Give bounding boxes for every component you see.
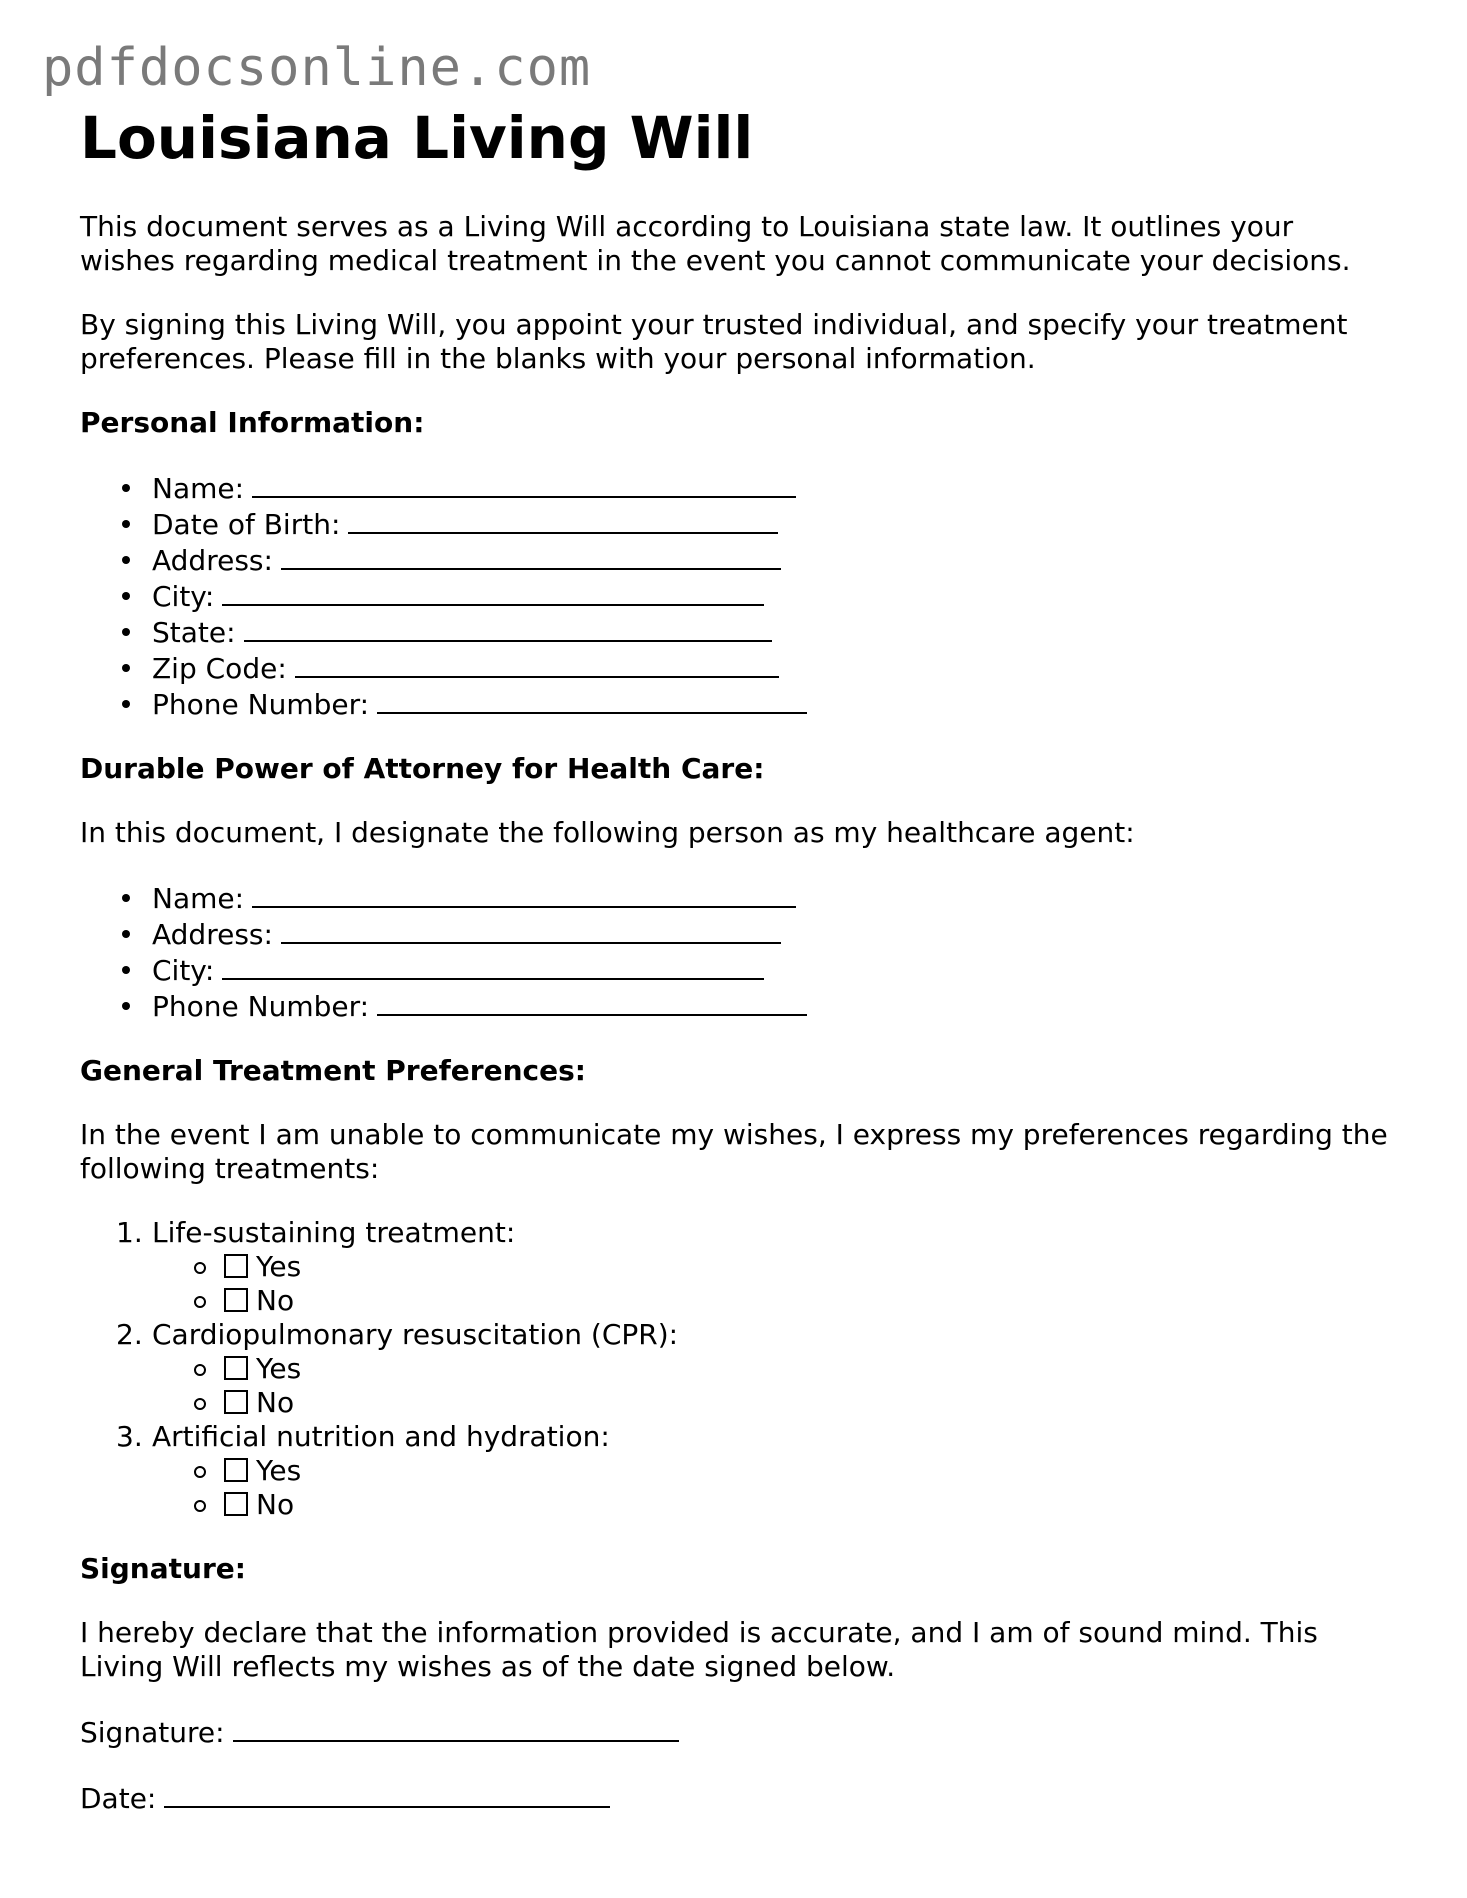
personal-phone-label: Phone Number: xyxy=(152,688,370,721)
poa-heading: Durable Power of Attorney for Health Care: xyxy=(80,752,765,785)
list-item xyxy=(80,952,1390,988)
list-item xyxy=(80,880,1390,916)
list-item xyxy=(80,506,1390,542)
agent-name-label: Name: xyxy=(152,882,245,915)
date-field[interactable] xyxy=(164,1780,610,1808)
personal-dob-field[interactable] xyxy=(348,506,778,534)
cpr-no-checkbox[interactable] xyxy=(224,1390,248,1414)
personal-name-field[interactable] xyxy=(252,470,796,498)
agent-city-field[interactable] xyxy=(222,952,764,980)
treatment-number: 3. xyxy=(116,1420,143,1453)
cpr-yes-checkbox[interactable] xyxy=(224,1356,248,1380)
date-label: Date: xyxy=(80,1782,157,1815)
personal-zip-label: Zip Code: xyxy=(152,652,287,685)
option-yes xyxy=(152,1352,1390,1386)
list-item xyxy=(80,988,1390,1024)
personal-phone-field[interactable] xyxy=(377,686,807,714)
treatment-label: Artificial nutrition and hydration: xyxy=(152,1420,610,1453)
treatment-item-nutrition xyxy=(80,1420,1390,1522)
option-label: No xyxy=(256,1284,295,1317)
poa-text: In this document, I designate the following person as my healthcare agent: xyxy=(80,816,1135,849)
agent-phone-label: Phone Number: xyxy=(152,990,370,1023)
agent-info-list xyxy=(80,880,1390,1024)
option-yes xyxy=(152,1250,1390,1284)
personal-zip-field[interactable] xyxy=(295,650,779,678)
signature-declaration: I hereby declare that the information provided is accurate, and I am of sound mind. This Living Will reflects my wishes as of the date signed below. xyxy=(80,1616,1318,1683)
treatment-number: 1. xyxy=(116,1216,143,1249)
document-page xyxy=(80,100,1390,1816)
personal-state-label: State: xyxy=(152,616,236,649)
signature-label: Signature: xyxy=(80,1716,225,1749)
life-sustaining-yes-checkbox[interactable] xyxy=(224,1254,248,1278)
personal-state-field[interactable] xyxy=(244,614,772,642)
treatment-item-life-sustaining xyxy=(80,1216,1390,1318)
option-no xyxy=(152,1284,1390,1318)
preferences-text: In the event I am unable to communicate my wishes, I express my preferences regarding the following treatments: xyxy=(80,1118,1388,1185)
treatment-label: Cardiopulmonary resuscitation (CPR): xyxy=(152,1318,679,1351)
list-item xyxy=(80,578,1390,614)
personal-info-list xyxy=(80,470,1390,722)
agent-name-field[interactable] xyxy=(252,880,796,908)
option-no xyxy=(152,1386,1390,1420)
signature-row xyxy=(80,1714,1390,1750)
treatment-list xyxy=(80,1216,1390,1522)
intro-paragraph-1: This document serves as a Living Will according to Louisiana state law. It outlines your wishes regarding medical treatment in the event you cannot communicate your decisions. xyxy=(80,210,1351,277)
preferences-heading: General Treatment Preferences: xyxy=(80,1054,586,1087)
personal-info-heading: Personal Information: xyxy=(80,406,425,439)
option-no xyxy=(152,1488,1390,1522)
option-list xyxy=(152,1352,1390,1420)
agent-phone-field[interactable] xyxy=(377,988,807,1016)
personal-city-label: City: xyxy=(152,580,215,613)
treatment-label: Life-sustaining treatment: xyxy=(152,1216,516,1249)
agent-address-label: Address: xyxy=(152,918,273,951)
personal-address-label: Address: xyxy=(152,544,273,577)
treatment-item-cpr xyxy=(80,1318,1390,1420)
option-label: Yes xyxy=(256,1250,302,1283)
date-row xyxy=(80,1780,1390,1816)
list-item xyxy=(80,916,1390,952)
list-item xyxy=(80,542,1390,578)
personal-dob-label: Date of Birth: xyxy=(152,508,341,541)
watermark-text: pdfdocsonline.com xyxy=(42,38,592,98)
agent-city-label: City: xyxy=(152,954,215,987)
nutrition-yes-checkbox[interactable] xyxy=(224,1458,248,1482)
signature-heading: Signature: xyxy=(80,1552,246,1585)
document-title: Louisiana Living Will xyxy=(80,104,754,172)
list-item xyxy=(80,686,1390,722)
option-label: Yes xyxy=(256,1352,302,1385)
list-item xyxy=(80,470,1390,506)
life-sustaining-no-checkbox[interactable] xyxy=(224,1288,248,1312)
signature-field[interactable] xyxy=(233,1714,679,1742)
personal-city-field[interactable] xyxy=(222,578,764,606)
option-list xyxy=(152,1454,1390,1522)
option-label: No xyxy=(256,1488,295,1521)
nutrition-no-checkbox[interactable] xyxy=(224,1492,248,1516)
intro-paragraph-2: By signing this Living Will, you appoint your trusted individual, and specify your treatment preferences. Please fill in the blanks with your personal information. xyxy=(80,308,1348,375)
personal-address-field[interactable] xyxy=(281,542,781,570)
agent-address-field[interactable] xyxy=(281,916,781,944)
list-item xyxy=(80,650,1390,686)
personal-name-label: Name: xyxy=(152,472,245,505)
option-label: Yes xyxy=(256,1454,302,1487)
treatment-number: 2. xyxy=(116,1318,143,1351)
option-yes xyxy=(152,1454,1390,1488)
option-list xyxy=(152,1250,1390,1318)
option-label: No xyxy=(256,1386,295,1419)
list-item xyxy=(80,614,1390,650)
